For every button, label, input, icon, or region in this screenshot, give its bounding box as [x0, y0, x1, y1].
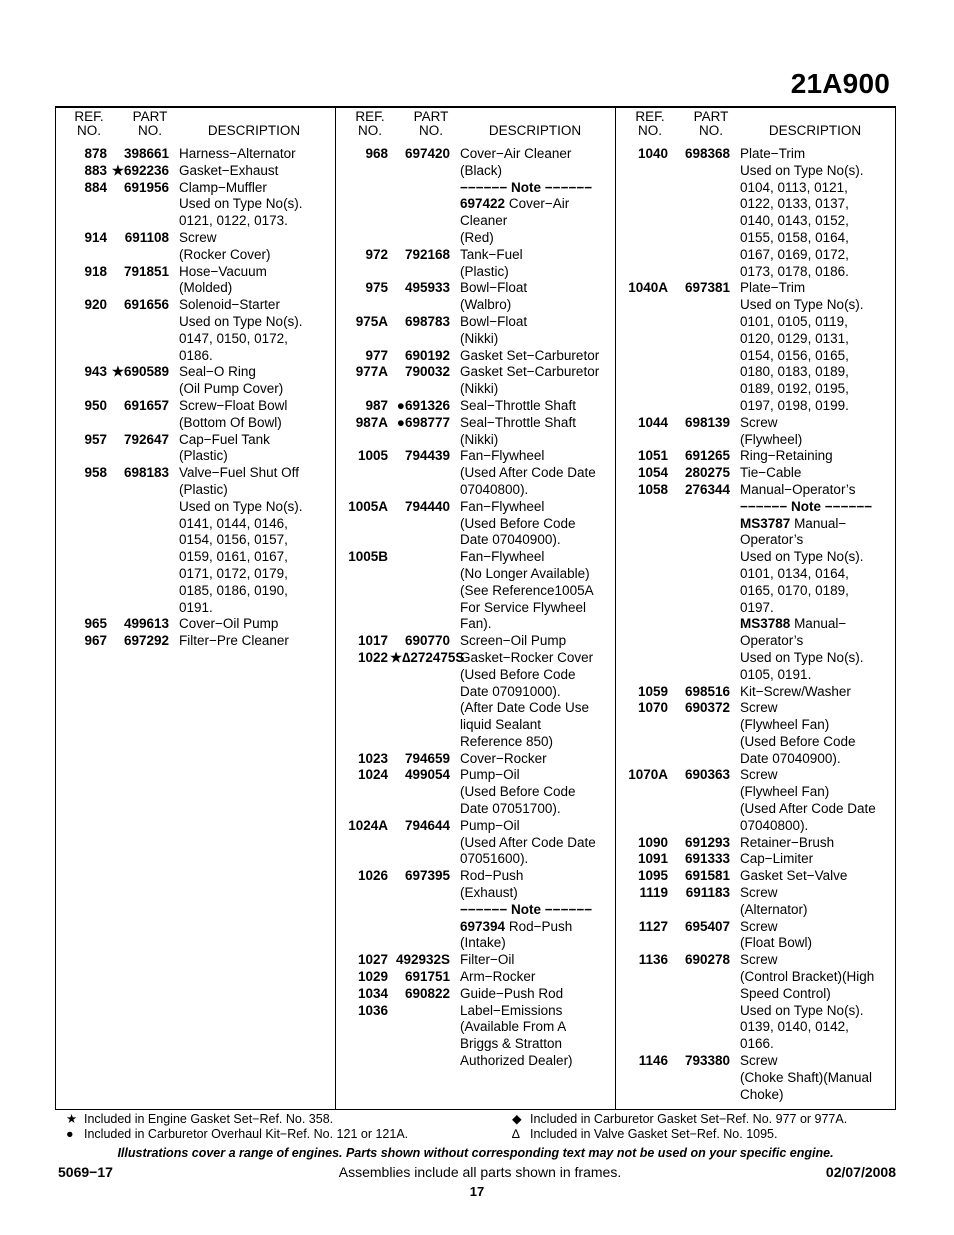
ref-number: 1005 [357, 448, 388, 464]
part-row [336, 818, 616, 868]
part-row [616, 415, 896, 449]
part-number: 697292 [123, 633, 169, 649]
part-description: Guide−Push Rod [460, 985, 564, 1001]
triangle-icon: ∆ [512, 1127, 520, 1141]
part-row [616, 465, 896, 482]
part-row [55, 398, 335, 432]
ref-number: 1146 [638, 1053, 668, 1069]
ref-number: 965 [84, 616, 107, 632]
footnote-text: Included in Engine Gasket Set−Ref. No. 358. [84, 1112, 334, 1126]
part-row [55, 633, 335, 650]
part-description: Gasket Set−Valve [740, 868, 848, 884]
ref-number: 967 [84, 633, 107, 649]
part-row [55, 297, 335, 364]
part-row [336, 986, 616, 1003]
part-description: Plate−Trim Used on Type No(s). 0104, 0113, 0121, 0122, 0133, 0137, 0140, 0143, 0152, 0155, 0158, 0164, 0167, 0169, 0172, 0173, 0178, 0186. [740, 146, 864, 279]
part-description: Pump−Oil (Used Before Code Date 07051700). [460, 767, 576, 817]
ref-number: 1090 [637, 834, 668, 850]
part-number: 690770 [404, 633, 450, 649]
part-description: −−−−−− Note −−−−−− [460, 901, 593, 917]
part-number: 698516 [684, 683, 730, 699]
parts-list [616, 146, 896, 1103]
part-description: Retainer−Brush [740, 834, 835, 850]
part-row [616, 146, 896, 280]
part-number: 398661 [123, 146, 169, 161]
column-header [336, 110, 616, 140]
part-description: Fan−Flywheel (Used After Code Date 07040800). [460, 448, 596, 497]
ref-number: 1036 [357, 1002, 388, 1018]
part-row [55, 146, 335, 163]
part-row [55, 180, 335, 230]
part-number: 691751 [404, 969, 450, 985]
part-row [336, 969, 616, 986]
part-description: Bowl−Float (Nikki) [460, 313, 528, 346]
part-description: Filter−Oil [460, 952, 515, 968]
part-number: 695407 [684, 918, 730, 934]
ref-number: 1023 [357, 750, 388, 766]
part-description: Seal−O Ring (Oil Pump Cover) [179, 364, 284, 397]
footnote [512, 1127, 778, 1142]
part-row [336, 247, 616, 281]
part-description: −−−−−− Note −−−−−− [740, 498, 873, 514]
part-row [616, 1053, 896, 1103]
part-description: Fan−Flywheel (No Longer Available) (See Reference1005A For Service Flywheel Fan). [460, 549, 594, 632]
page-number: 17 [469, 1184, 485, 1199]
part-number: 690278 [684, 952, 730, 968]
bullet-icon: ● [66, 1127, 74, 1141]
footnote-text: Included in Valve Gasket Set−Ref. No. 1095. [530, 1127, 778, 1141]
part-row [55, 364, 335, 398]
part-description: Cover−Rocker [460, 750, 547, 766]
ref-number: 975 [365, 280, 388, 296]
part-description: Kit−Screw/Washer [740, 683, 851, 699]
ref-number: 1119 [639, 885, 668, 901]
alternate-part-number: MS3787 [740, 515, 791, 531]
part-description [740, 616, 896, 683]
part-description: Screw (Choke Shaft)(Manual Choke) [740, 1053, 873, 1102]
part-description: Screen−Oil Pump [460, 633, 567, 649]
part-row [55, 264, 335, 298]
ref-number: 1027 [357, 952, 388, 968]
ref-number: 1029 [357, 969, 388, 985]
ref-number: 972 [365, 246, 388, 262]
ref-number: 1070 [637, 700, 668, 716]
ref-no-header: REF. NO. [74, 109, 104, 138]
part-number: 791851 [123, 263, 169, 279]
part-description: Harness−Alternator [179, 146, 296, 161]
assemblies-note: Assemblies include all parts shown in frames. [338, 1164, 622, 1180]
part-number: 691581 [684, 868, 730, 884]
parts-column-1 [55, 106, 335, 1110]
part-row [55, 616, 335, 633]
part-row [55, 230, 335, 264]
ref-number: 1005A [348, 498, 388, 514]
ref-number: 920 [84, 297, 107, 313]
alternate-part-number: 697394 [460, 918, 506, 934]
part-row [616, 516, 896, 617]
part-description: Gasket Set−Carburetor [460, 347, 600, 363]
part-description: Filter−Pre Cleaner [179, 633, 289, 649]
part-description: Gasket Set−Carburetor (Nikki) [460, 364, 600, 397]
part-row [616, 448, 896, 465]
part-number: 691333 [684, 851, 730, 867]
part-description [460, 919, 616, 953]
part-number: 697420 [404, 146, 450, 161]
part-number: 690363 [684, 767, 730, 783]
part-number: ★690589 [111, 364, 169, 380]
ref-number: 957 [84, 431, 107, 447]
ref-number: 1051 [637, 448, 668, 464]
part-description: Fan−Flywheel (Used Before Code Date 07040900). [460, 498, 576, 548]
part-row [55, 465, 335, 616]
part-description: Cap−Fuel Tank (Plastic) [179, 431, 270, 464]
part-description: Screw−Float Bowl (Bottom Of Bowl) [179, 397, 288, 430]
part-number: 691108 [124, 229, 169, 245]
ref-number: 1024 [357, 767, 388, 783]
part-row [336, 280, 616, 314]
part-row [616, 767, 896, 834]
part-description: Screw (Flywheel) [740, 414, 803, 447]
part-description: Plate−Trim Used on Type No(s). 0101, 0105, 0119, 0120, 0129, 0131, 0154, 0156, 0165, 0180, 0183, 0189, 0189, 0192, 0195, 0197, 0198, 0199. [740, 280, 864, 413]
part-number: 499613 [123, 616, 169, 632]
part-number: 690192 [404, 347, 450, 363]
part-row [616, 835, 896, 852]
ref-number: 968 [365, 146, 388, 161]
part-description: Screw (Control Bracket)(High Speed Control) Used on Type No(s). 0139, 0140, 0142, 0166. [740, 952, 875, 1052]
part-row [616, 700, 896, 767]
part-number: 691265 [684, 448, 730, 464]
ref-number: 1091 [637, 851, 668, 867]
part-row [616, 885, 896, 919]
ref-number: 1127 [638, 918, 668, 934]
alternate-part-text: Rod−Push (Intake) [460, 918, 573, 951]
part-description: Manual−Operator’s [740, 481, 856, 497]
ref-number: 1136 [638, 952, 668, 968]
part-row [616, 919, 896, 953]
part-row [336, 633, 616, 650]
ref-number: 1070A [628, 767, 668, 783]
part-number: ★692236 [111, 162, 169, 178]
ref-number: 1026 [357, 868, 388, 884]
part-no-header: PART NO. [693, 109, 729, 138]
part-description: −−−−−− Note −−−−−− [460, 179, 593, 195]
part-description: Ring−Retaining [740, 448, 833, 464]
part-row [336, 1003, 616, 1070]
ref-number: 943 [84, 364, 107, 380]
doc-date: 02/07/2008 [825, 1164, 896, 1180]
part-row [336, 146, 616, 180]
part-no-header: PART NO. [132, 109, 168, 138]
ref-number: 884 [84, 179, 107, 195]
part-number: ★∆272475S [390, 649, 465, 665]
part-row [336, 952, 616, 969]
part-description: Screw (Rocker Cover) [179, 229, 271, 262]
part-row [336, 415, 616, 449]
part-number: 495933 [404, 280, 450, 296]
part-no-header: PART NO. [413, 109, 449, 138]
ref-number: 878 [84, 146, 107, 161]
part-number: 697395 [404, 868, 450, 884]
ref-number: 1059 [637, 683, 668, 699]
ref-number: 1040A [628, 280, 668, 296]
diamond-icon: ◆ [512, 1112, 522, 1126]
ref-number: 918 [84, 263, 107, 279]
footnote [66, 1127, 408, 1142]
part-row [55, 163, 335, 180]
part-description: Label−Emissions (Available From A Briggs & Stratton Authorized Dealer) [460, 1002, 573, 1069]
ref-number: 1044 [637, 414, 668, 430]
part-number: 499054 [404, 767, 450, 783]
part-row [336, 751, 616, 768]
part-number: 691657 [123, 397, 169, 413]
ref-number: 987 [365, 397, 388, 413]
part-number: 691656 [123, 297, 169, 313]
part-description: Screw (Flywheel Fan) (Used Before Code Date 07040900). [740, 700, 856, 766]
ref-no-header: REF. NO. [355, 109, 385, 138]
part-number: 794439 [404, 448, 450, 464]
ref-number: 1040 [637, 146, 668, 161]
part-row [336, 549, 616, 633]
part-number: 793380 [684, 1053, 730, 1069]
part-description: Seal−Throttle Shaft [460, 397, 576, 413]
parts-list [55, 146, 335, 650]
part-row [336, 364, 616, 398]
part-number: 697381 [684, 280, 730, 296]
part-number: 792168 [404, 246, 450, 262]
part-description: Valve−Fuel Shut Off (Plastic) Used on Type No(s). 0141, 0144, 0146, 0154, 0156, 0157, 0159, 0161, 0167, 0171, 0172, 0179, 0185, 0186, 0190, 0191. [179, 465, 303, 615]
part-row [336, 767, 616, 817]
alternate-part-text: Manual− Operator’s Used on Type No(s). 0105, 0191. [740, 616, 864, 682]
part-row [336, 919, 616, 953]
part-description [740, 516, 896, 617]
ref-number: 914 [84, 229, 107, 245]
column-header [616, 110, 896, 140]
ref-number: 1034 [357, 985, 388, 1001]
part-row [336, 348, 616, 365]
column-header [55, 110, 335, 140]
part-description: Solenoid−Starter Used on Type No(s). 0147, 0150, 0172, 0186. [179, 297, 303, 363]
ref-no-header: REF. NO. [635, 109, 665, 138]
ref-number: 1022 [357, 649, 388, 665]
part-description: Cover−Air Cleaner (Black) [460, 146, 572, 178]
footnote-text: Included in Carburetor Overhaul Kit−Ref. No. 121 or 121A. [84, 1127, 409, 1141]
ref-number: 1017 [357, 633, 388, 649]
part-number: 698139 [684, 414, 730, 430]
part-row [616, 868, 896, 885]
part-row [336, 902, 616, 919]
ref-number: 975A [355, 313, 388, 329]
part-row [616, 616, 896, 683]
part-description: Cover−Oil Pump [179, 616, 279, 632]
model-title: 21A900 [790, 68, 890, 99]
part-description: Gasket−Exhaust [179, 162, 279, 178]
description-header: DESCRIPTION [488, 123, 582, 138]
part-description: Gasket−Rocker Cover (Used Before Code Date 07091000). (After Date Code Use liquid Sealant Reference 850) [460, 649, 594, 749]
part-number: 280275 [684, 465, 730, 481]
ref-number: 977A [355, 364, 388, 380]
part-description: Tank−Fuel (Plastic) [460, 246, 523, 279]
part-number: 698368 [684, 146, 730, 161]
footnote-text: Included in Carburetor Gasket Set−Ref. No. 977 or 977A. [530, 1112, 848, 1126]
footnote [66, 1112, 333, 1127]
part-number: 691293 [684, 834, 730, 850]
ref-number: 883 [84, 162, 107, 178]
part-row [336, 314, 616, 348]
part-number: 691183 [685, 885, 730, 901]
alternate-part-text: Manual− Operator’s Used on Type No(s). 0101, 0134, 0164, 0165, 0170, 0189, 0197. [740, 515, 864, 615]
star-icon: ★ [66, 1112, 78, 1126]
part-number: 698783 [404, 313, 450, 329]
ref-number: 950 [84, 397, 107, 413]
alternate-part-text: Cover−Air Cleaner (Red) [460, 196, 570, 245]
parts-column-2 [336, 106, 616, 1110]
part-number: 790032 [404, 364, 450, 380]
ref-number: 1005B [348, 549, 388, 565]
disclaimer: Illustrations cover a range of engines. Parts shown without corresponding text may not be used on your specific engine. [117, 1146, 834, 1160]
part-row [616, 851, 896, 868]
part-row [616, 280, 896, 414]
alternate-part-number: MS3788 [740, 616, 791, 632]
alternate-part-number: 697422 [460, 196, 506, 212]
ref-number: 1095 [637, 868, 668, 884]
part-description: Rod−Push (Exhaust) [460, 868, 524, 901]
part-number: 691956 [123, 179, 169, 195]
part-row [336, 868, 616, 902]
part-number: 690822 [404, 985, 450, 1001]
part-description: Screw (Flywheel Fan) (Used After Code Date 07040800). [740, 767, 876, 833]
ref-number: 987A [355, 414, 388, 430]
part-number: ●698777 [396, 414, 450, 430]
part-number: ●691326 [396, 397, 450, 413]
part-description: Bowl−Float (Walbro) [460, 280, 528, 313]
part-description: Screw (Float Bowl) [740, 918, 813, 951]
part-description: Hose−Vacuum (Molded) [179, 263, 267, 296]
parts-column-3 [616, 106, 896, 1110]
ref-number: 1024A [348, 817, 388, 833]
part-number: 794659 [404, 750, 450, 766]
doc-number: 5069−17 [58, 1164, 113, 1180]
part-number: 698183 [123, 465, 169, 481]
part-row [336, 180, 616, 197]
part-number: 794440 [404, 498, 450, 514]
ref-number: 958 [84, 465, 107, 481]
part-row [336, 196, 616, 246]
part-row [616, 482, 896, 499]
part-description [460, 196, 616, 246]
part-description: Clamp−Muffler Used on Type No(s). 0121, 0122, 0173. [179, 179, 303, 229]
part-description: Arm−Rocker [460, 969, 536, 985]
part-row [616, 684, 896, 701]
description-header: DESCRIPTION [768, 123, 862, 138]
part-number: 276344 [684, 481, 730, 497]
part-description: Seal−Throttle Shaft (Nikki) [460, 414, 576, 447]
part-row [55, 432, 335, 466]
part-row [336, 398, 616, 415]
part-number: 492932S [395, 952, 450, 968]
part-description: Pump−Oil (Used After Code Date 07051600). [460, 817, 596, 867]
part-description: Cap−Limiter [740, 851, 814, 867]
part-row [336, 448, 616, 498]
ref-number: 977 [365, 347, 388, 363]
part-number: 690372 [684, 700, 730, 716]
part-row [336, 650, 616, 751]
part-description: Screw (Alternator) [740, 885, 808, 917]
ref-number: 1054 [637, 465, 668, 481]
ref-number: 1058 [637, 481, 668, 497]
description-header: DESCRIPTION [207, 123, 301, 138]
part-number: 792647 [123, 431, 169, 447]
part-row [616, 499, 896, 516]
part-number: 794644 [404, 817, 450, 833]
parts-list [336, 146, 616, 1070]
part-row [616, 952, 896, 1053]
part-row [336, 499, 616, 549]
footnote [512, 1112, 847, 1127]
part-description: Tie−Cable [740, 465, 802, 481]
